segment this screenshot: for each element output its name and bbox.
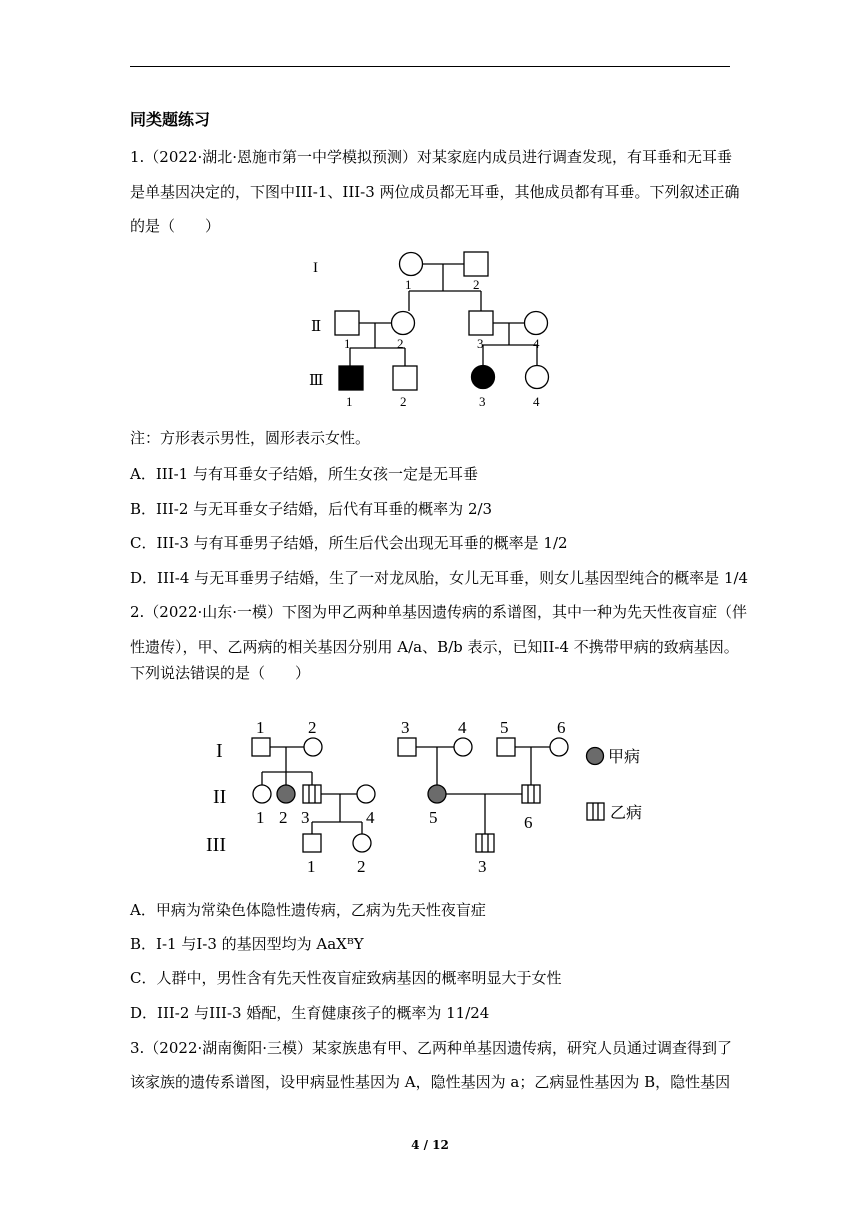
q2-i2-female	[304, 738, 322, 756]
q1-ii2-female	[392, 312, 415, 335]
q2-member-number: 4	[366, 808, 375, 827]
q2-option-a: A．甲病为常染色体隐性遗传病，乙病为先天性夜盲症	[130, 901, 486, 919]
q1-member-number: 4	[533, 394, 540, 409]
q2-member-number: 3	[401, 718, 410, 737]
q1-member-number: 1	[405, 277, 412, 292]
legend-disease-b-label: 乙病	[610, 803, 643, 822]
q1-member-number: 3	[477, 336, 484, 351]
q2-member-number: 1	[307, 857, 316, 876]
q2-member-number: 3	[478, 857, 487, 876]
q1-ii3-male	[469, 311, 493, 335]
q2-i5-male	[497, 738, 515, 756]
q1-stem-line1: 1.（2022·湖北·恩施市第一中学模拟预测）对某家庭内成员进行调查发现，有耳垂和无耳垂	[130, 148, 733, 166]
q2-ii4-female	[357, 785, 375, 803]
q2-ii2-affected-a-female	[277, 785, 295, 803]
q1-member-number: 1	[344, 336, 351, 351]
header-rule	[130, 66, 730, 67]
q3-stem-line1: 3.（2022·湖南衡阳·三模）某家族患有甲、乙两种单基因遗传病，研究人员通过调查得到了	[130, 1039, 733, 1057]
q1-member-number: 3	[479, 394, 486, 409]
q2-gen-label: I	[216, 740, 223, 762]
q2-i4-female	[454, 738, 472, 756]
q1-option-b: B．III-2 与无耳垂女子结婚，后代有耳垂的概率为 2/3	[130, 500, 493, 518]
q1-member-number: 1	[346, 394, 353, 409]
q1-ii1-male	[335, 311, 359, 335]
q1-ii4-female	[525, 312, 548, 335]
q2-member-number: 6	[524, 813, 533, 832]
q1-iii4-female	[526, 366, 549, 389]
q1-gen-label: I	[313, 260, 318, 276]
q2-member-number: 2	[357, 857, 366, 876]
q1-member-number: 2	[473, 277, 480, 292]
q2-ii1-female	[253, 785, 271, 803]
q2-i6-female	[550, 738, 568, 756]
q1-iii3-affected-female	[472, 366, 495, 389]
q2-i1-male	[252, 738, 270, 756]
q3-stem-line2: 该家族的遗传系谱图，设甲病显性基因为 A，隐性基因为 a；乙病显性基因为 B，隐性基因	[130, 1073, 731, 1091]
section-title: 同类题练习	[130, 110, 211, 129]
q1-pedigree-figure	[300, 238, 570, 410]
q2-iii3-affected-b-male	[476, 834, 494, 852]
q2-ii5-affected-a-female	[428, 785, 446, 803]
q2-member-number: 4	[458, 718, 467, 737]
q2-i3-male	[398, 738, 416, 756]
q2-member-number: 2	[308, 718, 317, 737]
q2-stem-line3: 下列说法错误的是（ ）	[130, 664, 311, 682]
q2-option-d: D．III-2 与III-3 婚配，生育健康孩子的概率为 11/24	[130, 1004, 490, 1022]
q1-iii1-affected-male	[339, 366, 363, 390]
q2-member-number: 3	[301, 808, 310, 827]
q1-iii2-male	[393, 366, 417, 390]
q2-gen-label: III	[206, 834, 226, 856]
q1-option-a: A．III-1 与有耳垂女子结婚，所生女孩一定是无耳垂	[130, 465, 478, 483]
q1-member-number: 4	[533, 336, 540, 351]
q1-gen-label: Ⅱ	[311, 319, 322, 335]
q1-note: 注：方形表示男性，圆形表示女性。	[130, 429, 371, 447]
q1-option-d: D．III-4 与无耳垂男子结婚，生了一对龙凤胎，女儿无耳垂，则女儿基因型纯合的概率是 1/4	[130, 569, 749, 587]
q2-iii2-female	[353, 834, 371, 852]
q2-member-number: 2	[279, 808, 288, 827]
q2-pedigree-figure	[200, 710, 670, 890]
page-number: 4 / 12	[411, 1138, 449, 1152]
q2-iii1-male	[303, 834, 321, 852]
legend-disease-b-symbol	[587, 803, 604, 820]
q2-ii3-affected-b-male	[303, 785, 321, 803]
q1-gen-label: Ⅲ	[309, 373, 324, 389]
q2-stem-line2: 性遗传），甲、乙两病的相关基因分别用 A/a、B/b 表示，已知II-4 不携带甲病的致病基因。	[130, 638, 739, 656]
q2-option-b: B．I-1 与I-3 的基因型均为 AaXᴮY	[130, 935, 364, 953]
q2-gen-label: II	[213, 786, 227, 808]
legend-disease-a-label: 甲病	[608, 747, 641, 766]
q1-stem-line3: 的是（ ）	[130, 217, 221, 235]
q2-member-number: 6	[557, 718, 566, 737]
q2-option-c: C．人群中，男性含有先天性夜盲症致病基因的概率明显大于女性	[130, 969, 562, 987]
q1-member-number: 2	[397, 336, 404, 351]
q2-ii6-affected-b-male	[522, 785, 540, 803]
q1-option-c: C．III-3 与有耳垂男子结婚，所生后代会出现无耳垂的概率是 1/2	[130, 534, 568, 552]
legend-disease-a-symbol	[587, 748, 604, 765]
q2-member-number: 1	[256, 808, 265, 827]
q2-member-number: 5	[429, 808, 438, 827]
q1-i1-female	[400, 253, 423, 276]
q2-stem-line1: 2.（2022·山东·一模）下图为甲乙两种单基因遗传病的系谱图，其中一种为先天性夜盲症（伴	[130, 603, 748, 621]
q1-member-number: 2	[400, 394, 407, 409]
q1-stem-line2: 是单基因决定的，下图中III-1、III-3 两位成员都无耳垂，其他成员都有耳垂。下列叙述正确	[130, 183, 740, 201]
q2-member-number: 5	[500, 718, 509, 737]
q2-member-number: 1	[256, 718, 265, 737]
q1-i2-male	[464, 252, 488, 276]
